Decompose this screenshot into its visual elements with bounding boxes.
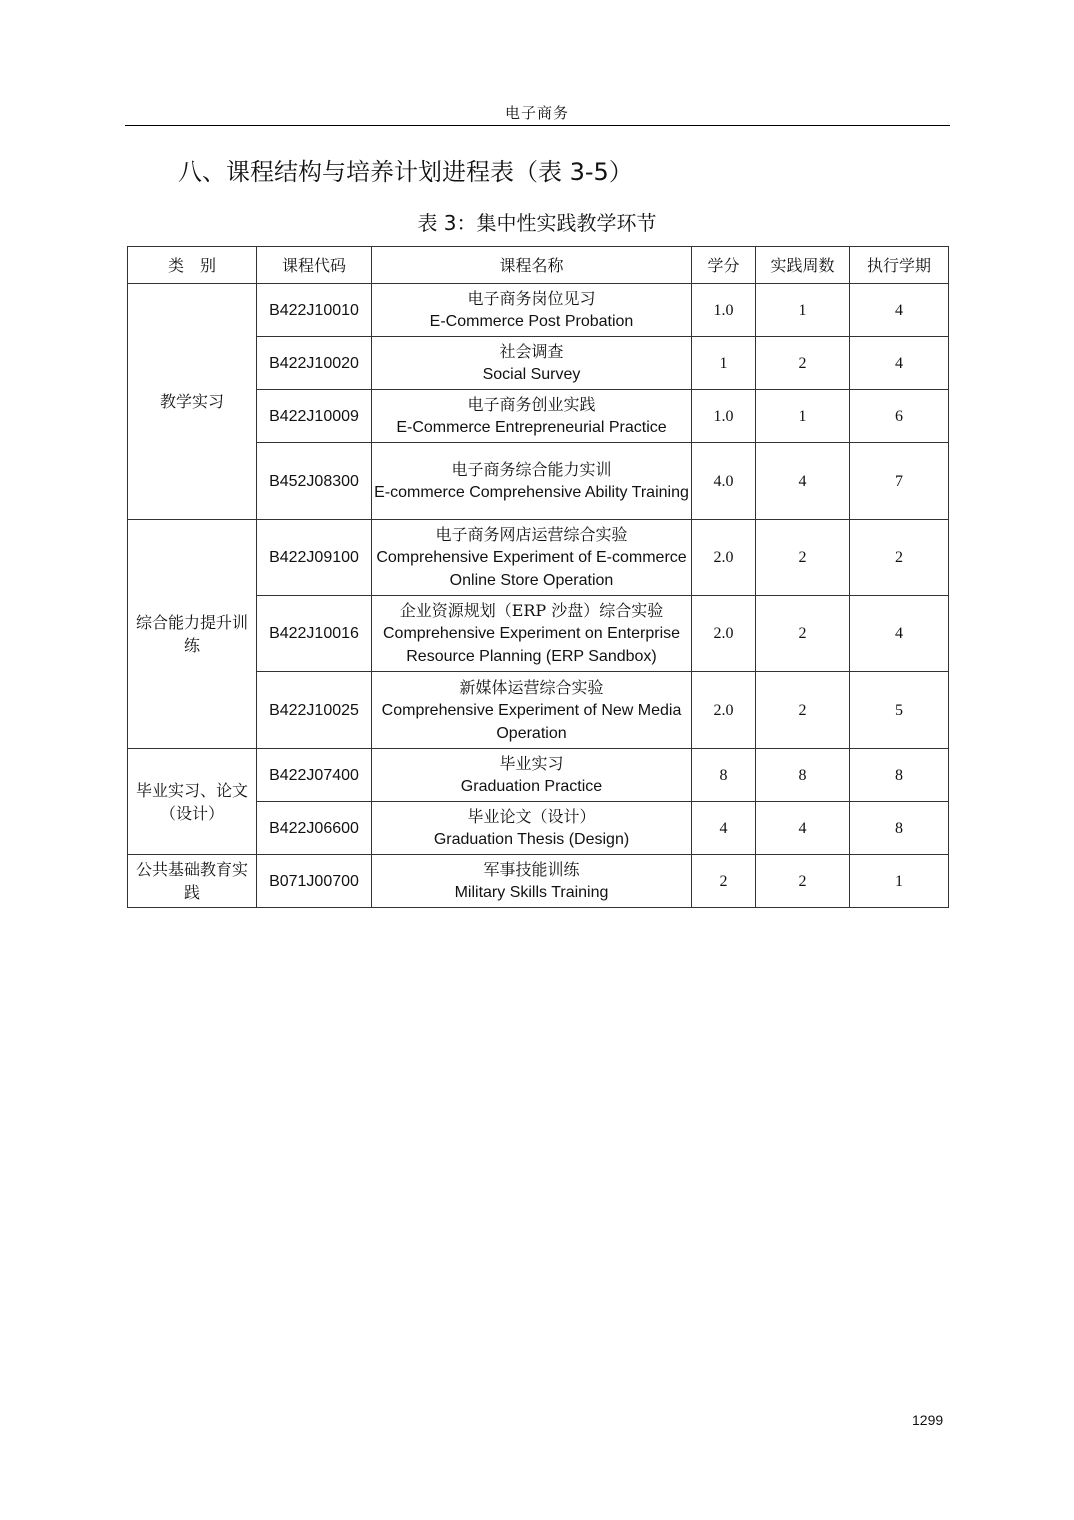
- course-name: [372, 337, 692, 390]
- semester-cell: 1: [850, 855, 949, 908]
- course-name-en: Graduation Practice: [460, 778, 603, 795]
- course-name-cn: 社会调查: [499, 342, 564, 361]
- column-header-credit: 学分: [692, 247, 756, 284]
- course-name: [372, 596, 692, 672]
- course-name-cn: 毕业论文（设计）: [467, 807, 596, 826]
- course-name-en: Military Skills Training: [454, 884, 609, 901]
- weeks-cell: 2: [756, 337, 850, 390]
- table-header-row: [128, 247, 949, 284]
- course-code: B422J09100: [257, 520, 372, 596]
- course-name: [372, 520, 692, 596]
- column-header-name: 课程名称: [372, 247, 692, 284]
- page-number: 1299: [912, 1412, 944, 1428]
- category-cell: 教学实习: [128, 284, 257, 520]
- course-name-en: E-commerce Comprehensive Ability Training: [374, 484, 689, 501]
- section-title: 八、课程结构与培养计划进程表（表 3-5）: [178, 158, 633, 186]
- category-cell: 综合能力提升训练: [128, 520, 257, 749]
- course-name: [372, 284, 692, 337]
- weeks-cell: 4: [756, 802, 850, 855]
- course-name: [372, 390, 692, 443]
- table-row: [128, 284, 949, 337]
- course-name-cn: 毕业实习: [499, 754, 564, 773]
- course-code: B422J06600: [257, 802, 372, 855]
- table-row: [128, 520, 949, 596]
- semester-cell: 2: [850, 520, 949, 596]
- course-name-en: Comprehensive Experiment on Enterprise Resource Planning (ERP Sandbox): [382, 625, 681, 665]
- weeks-cell: 1: [756, 284, 850, 337]
- course-name-en: Comprehensive Experiment of E-commerce Online Store Operation: [376, 549, 687, 589]
- semester-cell: 4: [850, 337, 949, 390]
- credit-cell: 8: [692, 749, 756, 802]
- weeks-cell: 2: [756, 672, 850, 749]
- course-code: B422J07400: [257, 749, 372, 802]
- credit-cell: 1: [692, 337, 756, 390]
- course-name-cn: 电子商务创业实践: [467, 395, 596, 414]
- course-name-en: E-Commerce Entrepreneurial Practice: [396, 419, 667, 436]
- course-code: B071J00700: [257, 855, 372, 908]
- course-name: [372, 749, 692, 802]
- credit-cell: 2.0: [692, 672, 756, 749]
- course-name-cn: 电子商务网店运营综合实验: [435, 525, 628, 544]
- column-header-code: 课程代码: [257, 247, 372, 284]
- column-header-category: 类 别: [128, 247, 257, 284]
- course-code: B422J10010: [257, 284, 372, 337]
- weeks-cell: 4: [756, 443, 850, 520]
- course-name-cn: 电子商务岗位见习: [467, 289, 596, 308]
- credit-cell: 1.0: [692, 390, 756, 443]
- credit-cell: 4: [692, 802, 756, 855]
- course-code: B422J10020: [257, 337, 372, 390]
- credit-cell: 1.0: [692, 284, 756, 337]
- course-code: B452J08300: [257, 443, 372, 520]
- course-code: B422J10009: [257, 390, 372, 443]
- course-code: B422J10025: [257, 672, 372, 749]
- header-rule: [125, 125, 950, 126]
- category-cell: 毕业实习、论文（设计）: [128, 749, 257, 855]
- weeks-cell: 2: [756, 520, 850, 596]
- course-name-en: Graduation Thesis (Design): [433, 831, 630, 848]
- category-cell: 公共基础教育实践: [128, 855, 257, 908]
- course-name-cn: 企业资源规划（ERP 沙盘）综合实验: [399, 601, 664, 620]
- column-header-weeks: 实践周数: [756, 247, 850, 284]
- semester-cell: 8: [850, 802, 949, 855]
- table-row: [128, 749, 949, 802]
- course-name-en: E-Commerce Post Probation: [429, 313, 634, 330]
- semester-cell: 6: [850, 390, 949, 443]
- credit-cell: 2.0: [692, 520, 756, 596]
- course-name: [372, 855, 692, 908]
- course-code: B422J10016: [257, 596, 372, 672]
- weeks-cell: 2: [756, 596, 850, 672]
- weeks-cell: 8: [756, 749, 850, 802]
- credit-cell: 2: [692, 855, 756, 908]
- running-header: 电子商务: [504, 104, 569, 122]
- semester-cell: 4: [850, 284, 949, 337]
- table-row: [128, 855, 949, 908]
- semester-cell: 4: [850, 596, 949, 672]
- course-name-cn: 电子商务综合能力实训: [451, 460, 612, 479]
- semester-cell: 5: [850, 672, 949, 749]
- table-caption: 表 3：集中性实践教学环节: [417, 211, 657, 235]
- course-name-cn: 新媒体运营综合实验: [459, 677, 604, 697]
- course-name: [372, 802, 692, 855]
- course-name-en: Social Survey: [482, 366, 581, 383]
- course-name-en: Comprehensive Experiment of New Media Operation: [381, 701, 682, 742]
- credit-cell: 2.0: [692, 596, 756, 672]
- course-name: [372, 672, 692, 749]
- course-name-cn: 军事技能训练: [483, 860, 580, 879]
- credit-cell: 4.0: [692, 443, 756, 520]
- semester-cell: 7: [850, 443, 949, 520]
- course-name: [372, 443, 692, 520]
- practice-table: [127, 246, 949, 908]
- weeks-cell: 2: [756, 855, 850, 908]
- weeks-cell: 1: [756, 390, 850, 443]
- semester-cell: 8: [850, 749, 949, 802]
- column-header-semester: 执行学期: [850, 247, 949, 284]
